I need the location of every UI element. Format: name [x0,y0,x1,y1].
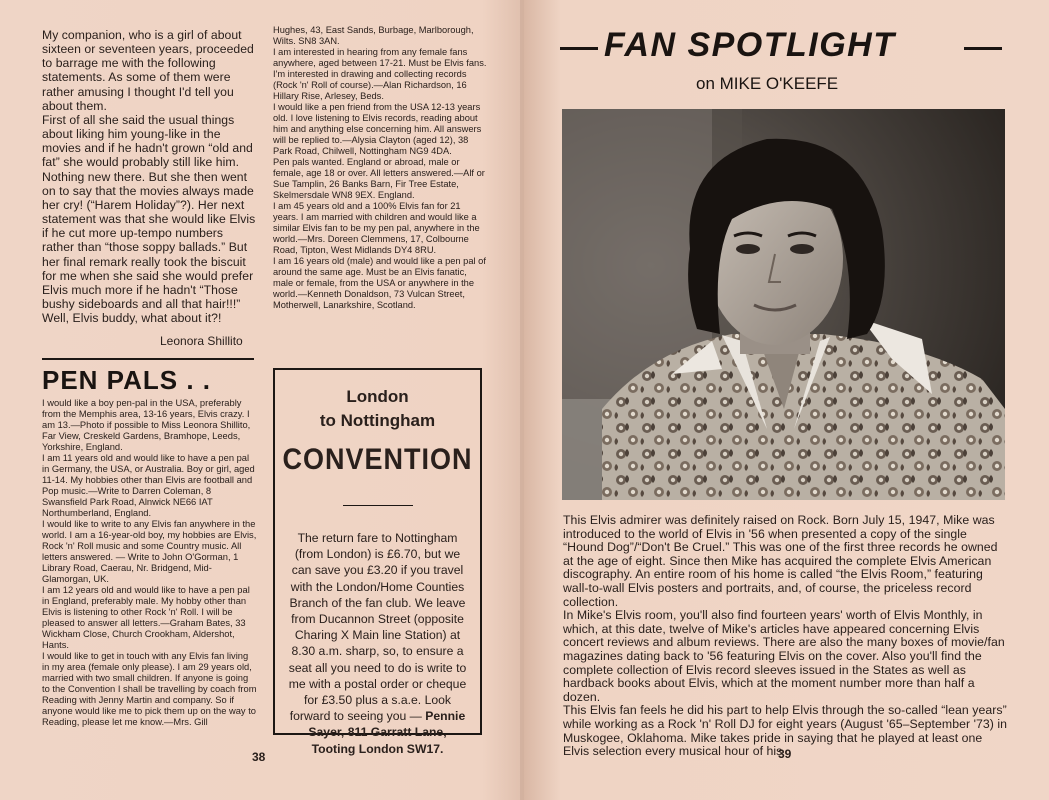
title-dash-left [560,47,598,50]
convention-body [285,530,470,757]
title-dash-right [964,47,1002,50]
convention-line-1: London [346,387,409,406]
spotlight-article-text: This Elvis admirer was definitely raised on Rock. Born July 15, 1947, Mike was introduced to the world of Elvis in '56 when presented a copy of the single “Hound Dog”/“Don't Be Cruel.” This was one of the first three records he owned at the age of eight. Since then Mike has acquired the complete Elvis American discography. An entire room of his home is called “the Elvis Room,” featuring wall-to-wall Elvis posters and portraits, and, of course, the priceless record collection. In Mike's Elvis room, you'll also find fourteen years' worth of Elvis Monthly, in which, at this date, twelve of Mike's articles have appeared concerning Elvis concert reviews and album reviews. There are also the many boxes of movie/fan magazines dating back to '56 featuring Elvis on the cover. Also you'll find the complete collection of Elvis record sleeves issued in the States as well as hardback books about Elvis, which at the moment number more than half a dozen. This Elvis fan feels he did his part to help Elvis through the so-called “lean years” while working as a Rock 'n' Roll DJ for eight years (August '65–September '73) in Muskogee, Oklahoma. Mike takes pride in saying that he played at least one Elvis selection every musical hour of his [563,513,1008,759]
convention-divider [343,505,413,506]
page-number-right: 39 [778,747,792,761]
convention-notice-box [273,368,482,756]
left-page [0,0,524,800]
fan-spotlight-subtitle: on MIKE O'KEEFE [696,74,839,93]
portrait-photo [562,109,1005,500]
convention-body-text: The return fare to Nottingham (from London) is £6.70, but we can save you £3.20 if you travel with the London/Home Counties Branch of the fan club. We leave from Ducannon Street (opposite Charing X Main line Station) at 8.30 a.m. sharp, so, to ensure a seat all you need to do is write to me with a postal order or cheque for £3.50 plus a s.a.e. Look forward to seeing you — [288,531,467,724]
pen-pals-column-2: Hughes, 43, East Sands, Burbage, Marlborough, Wilts. SN8 3AN. I am interested in hearing from any female fans anywhere, aged between 17-21. Must be Elvis fans. I'm interested in drawing and collecting records (Rock 'n' Roll of course).—Alan Richardson, 16 Hillary Rise, Arlesey, Beds. I would like a pen friend from the USA 12-13 years old. I love listening to Elvis records, reading about him and anything else concerning him. All answers will be replied to.—Alysia Clayton (aged 12), 38 Park Road, Chilwell, Nottingham NG9 4DA. Pen pals wanted. England or abroad, male or female, age 18 or over. All letters answered.—Alf or Sue Tamplin, 26 Banks Barn, Fir Tree Estate, Skelmersdale WN8 9EX. England. I am 45 years old and a 100% Elvis fan for 21 years. I am married with children and would like a similar Elvis fan to be my pen pal, anywhere in the world.—Mrs. Doreen Clemmens, 17, Colbourne Road, Tipton, West Midlands DY4 8RU. I am 16 years old (male) and would like a pen pal of around the same age. Must be an Elvis fanatic, male or female, from the USA or anywhere in the world.—Kenneth Donaldson, 73 Vulcan Street, Motherwell, Lanarkshire, Scotland. [273,25,487,311]
fan-spotlight-header [560,26,1005,66]
letter-signature: Leonora Shillito [160,334,243,348]
fan-spotlight-title: FAN SPOTLIGHT [604,26,896,64]
convention-line-2: to Nottingham [319,411,436,430]
pen-pals-column-1: I would like a boy pen-pal in the USA, preferably from the Memphis area, 13-16 years, Elvis crazy. I am 13.—Photo if possible to Miss Leonora Shillito, Far View, Creskeld Gardens, Bramhope, Leeds, Yorkshire, England. I am 11 years old and would like to have a pen pal in Germany, the USA, or Australia. Boy or girl, aged 11-14. My hobbies other than Elvis are football and Pop music.—Write to Darren Coleman, 8 Swansfield Park Road, Alnwick NE66 IAT Northumberland, England. I would like to write to any Elvis fan anywhere in the world. I am a 16-year-old boy, my hobbies are Elvis, Rock 'n' Roll music and some Country music. All letters answered. — Write to John O'Gorman, 1 Library Road, Caerau, Nr. Bridgend, Mid-Glamorgan, UK. I am 12 years old and would like to have a pen pal in England, preferably male. My hobby other than Elvis is listening to other Rock 'n' Roll. I will be pleased to answer all letters.—Graham Bates, 33 Wickham Close, Church Crookham, Aldershot, Hants. I would like to get in touch with any Elvis fan living in my area (female only please). I am 29 years old, married with two small children. If anyone is going to the Convention I shall be travelling by coach from Reading with Jenny Martin and company. So if anyone would like me to pick them up on the way to Reading, please let me know.—Mrs. Gill [42,398,257,728]
page-number-left: 38 [252,750,266,764]
intro-letter-text: My companion, who is a girl of about sixteen or seventeen years, proceeded to barrage me with the following statements. As some of them were rather amusing I thought I'd tell you about them. First of all she said the usual things about liking him young-like in the movies and if he hadn't grown “old and fat” she would probably still like him. Nothing new there. But she then went on to say that the movies always made her cry! (“Harem Holiday”?). Her next statement was that she would like Elvis if he cut more up-tempo numbers rather than “those soppy ballads.” But her final remark really took the biscuit for me when she said she would prefer Elvis much more if he hadn't “Those bushy sideboards and all that hair!!!” Well, Elvis buddy, what about it?! [42,28,256,326]
portrait-photo-illustration [562,109,1005,500]
convention-contact: Pennie Sayer, 811 Garratt Lane, Tooting London SW17. [308,709,466,756]
section-divider [42,358,254,360]
convention-title: CONVENTION [282,442,473,476]
pen-pals-heading: PEN PALS . . [42,365,211,395]
